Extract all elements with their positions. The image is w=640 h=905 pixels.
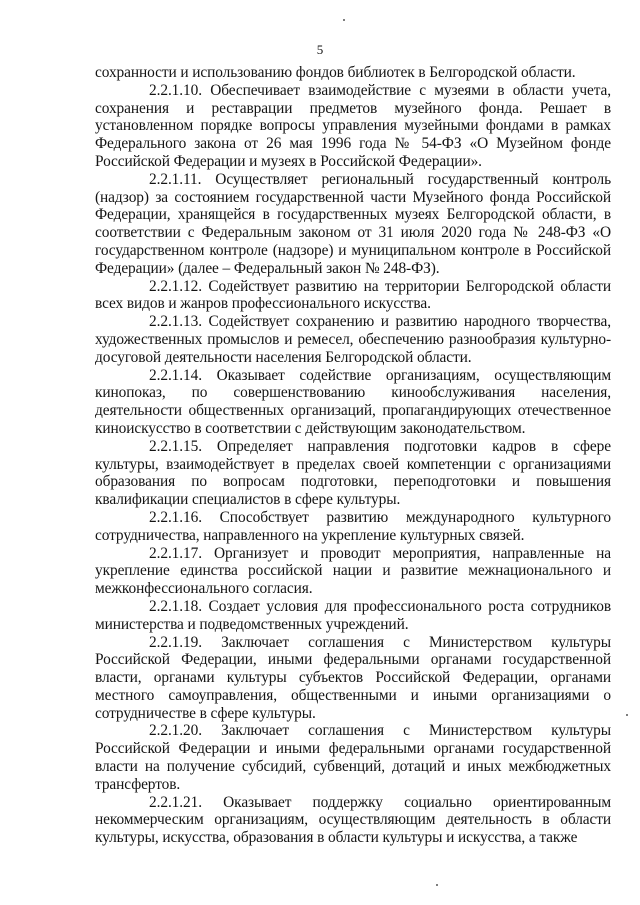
paragraph-2-2-1-21: 2.2.1.21. Оказывает поддержку социально ориентированным некоммерческим организациям, осуществляющим деятельность в области культуры, искусства, образования в области культуры и искусства, а также [95,793,611,847]
paragraph-continuation: сохранности и использованию фондов библиотек в Белгородской области. [95,64,576,81]
paragraph-2-2-1-19: 2.2.1.19. Заключает соглашения с Министерством культуры Российской Федерации, иными федеральными органами государственной власти, органами культуры субъектов Российской Федерации, органами местного самоуправления, общественными и иными организациями о сотрудничестве в сфере культуры. [95,633,611,722]
document-body [95,64,611,847]
paragraph-2-2-1-11: 2.2.1.11. Осуществляет региональный государственный контроль (надзор) за состоянием государственной части Музейного фонда Российской Федерации, хранящейся в государственных музеях Белгородской области, в соответствии с Федеральным законом от 31 июля 2020 года № 248-ФЗ «О государственном контроле (надзоре) и муниципальном контроле в Российской Федерации» (далее – Федеральный закон № 248-ФЗ). [95,170,611,277]
paragraph-2-2-1-16: 2.2.1.16. Способствует развитию международного культурного сотрудничества, направленного на укрепление культурных связей. [95,508,611,544]
paragraph-2-2-1-10: 2.2.1.10. Обеспечивает взаимодействие с музеями в области учета, сохранения и реставрации предметов музейного фонда. Решает в установленном порядке вопросы управления музейными фондами в рамках Федерального закона от 26 мая 1996 года № 54-ФЗ «О Музейном фонде Российской Федерации и музеях в Российской Федерации». [95,81,611,170]
paragraph-2-2-1-13: 2.2.1.13. Содействует сохранению и развитию народного творчества, художественных промыслов и ремесел, обеспечению разнообразия культурно-досуговой деятельности населения Белгородской области. [95,313,611,366]
scan-speck [626,714,628,716]
scan-speck [436,884,438,886]
paragraph-2-2-1-14: 2.2.1.14. Оказывает содействие организациям, осуществляющим кинопоказ, по совершенствованию кинообслуживания населения, деятельности общественных организаций, пропагандирующих отечественное киноискусство в соответствии с действующим законодательством. [95,366,611,437]
paragraph-2-2-1-17: 2.2.1.17. Организует и проводит мероприятия, направленные на укрепление единства российской нации и развитие межнационального и межконфессионального согласия. [95,544,611,598]
scan-speck [343,19,345,21]
paragraph-2-2-1-15: 2.2.1.15. Определяет направления подготовки кадров в сфере культуры, взаимодействует в пределах своей компетенции с организациями образования по вопросам подготовки, переподготовки и повышения квалификации специалистов в сфере культуры. [95,437,611,509]
paragraph-2-2-1-20: 2.2.1.20. Заключает соглашения с Министерством культуры Российской Федерации и иными федеральными органами государственной власти на получение субсидий, субвенций, дотаций и иных межбюджетных трансфертов. [95,722,611,793]
paragraph-2-2-1-12: 2.2.1.12. Содействует развитию на территории Белгородской области всех видов и жанров профессионального искусства. [95,277,611,313]
page-number: 5 [316,42,324,57]
paragraph-2-2-1-18: 2.2.1.18. Создает условия для профессионального роста сотрудников министерства и подведомственных учреждений. [95,597,611,633]
